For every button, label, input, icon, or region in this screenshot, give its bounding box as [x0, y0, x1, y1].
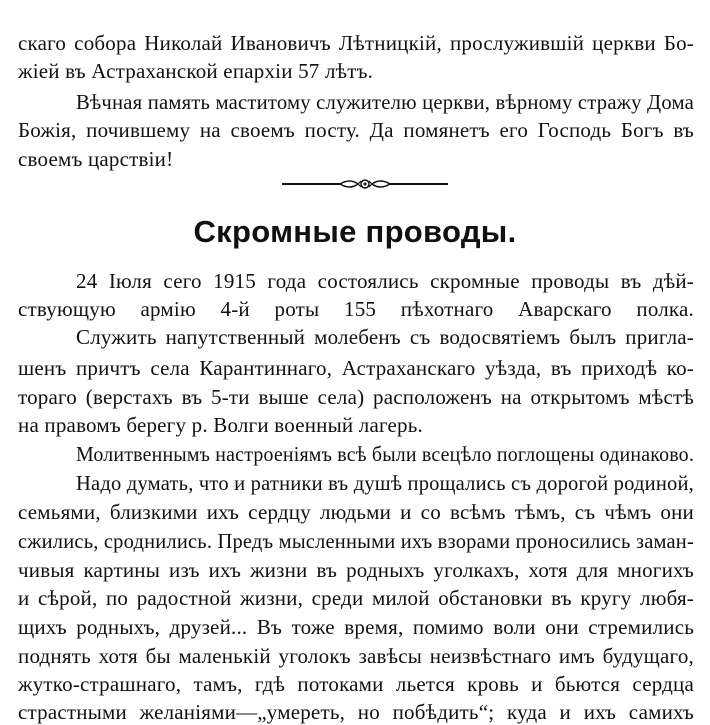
- text-line: шенъ причтъ села Карантиннаго, Астраханскаго уѣзда, въ приходѣ ко-: [18, 356, 694, 380]
- text-line: Божія, почившему на своемъ посту. Да помянетъ его Господь Богъ въ: [18, 118, 694, 142]
- text-line: Вѣчная память маститому служителю церкви, вѣрному стражу Дома: [76, 90, 694, 114]
- text-line: поднять хотя бы маленькій уголокъ завѣсы неизвѣстнаго имъ будущаго,: [18, 644, 694, 668]
- text-line: и сѣрой, по радостной жизни, среди милой обстановки въ кругу любя-: [18, 586, 694, 610]
- text-line: ствующую армію 4-й роты 155 пѣхотнаго Аварскаго полка.: [18, 297, 694, 321]
- text-line: скаго собора Николай Ивановичъ Лѣтницкій, прослужившій церкви Бо-: [18, 31, 694, 55]
- text-line: тораго (верстахъ въ 5-ти выше села) расположенъ на открытомъ мѣстѣ: [18, 385, 694, 409]
- text-line: сжились, сроднились. Предъ мысленными ихъ взорами проносились заман-: [18, 529, 694, 553]
- ornament-divider-icon: [280, 176, 450, 192]
- text-line: щихъ родныхъ, друзей... Въ тоже время, помимо воли они стремились: [18, 615, 694, 639]
- text-line: Надо думать, что и ратники въ душѣ прощались съ дорогой родиной,: [76, 471, 694, 495]
- text-line: Молитвеннымъ настроеніямъ всѣ были всецѣло поглощены одинаково.: [76, 442, 694, 466]
- article-title: Скромные проводы.: [193, 214, 517, 249]
- text-line: семьями, близкими ихъ сердцу людьми и со всѣмъ тѣмъ, съ чѣмъ они: [18, 500, 694, 524]
- text-line: своемъ царствіи!: [18, 147, 174, 171]
- text-line: Служить напутственный молебенъ съ водосвятіемъ былъ пригла-: [76, 325, 694, 349]
- text-line: страстными желаніями—„умереть, но побѣдить“; куда и ихъ самихъ: [18, 700, 694, 724]
- text-line: на правомъ берегу р. Волги военный лагерь.: [18, 413, 423, 437]
- text-line: чивыя картины изъ ихъ жизни въ родныхъ уголкахъ, хотя для многихъ: [18, 558, 694, 582]
- text-line: 24 Іюля сего 1915 года состоялись скромные проводы въ дѣй-: [76, 269, 694, 293]
- text-line: жіей въ Астраханской епархіи 57 лѣтъ.: [18, 59, 374, 83]
- text-line: жутко-страшнаго, тамъ, гдѣ потоками льется кровь и бьются сердца: [18, 672, 694, 696]
